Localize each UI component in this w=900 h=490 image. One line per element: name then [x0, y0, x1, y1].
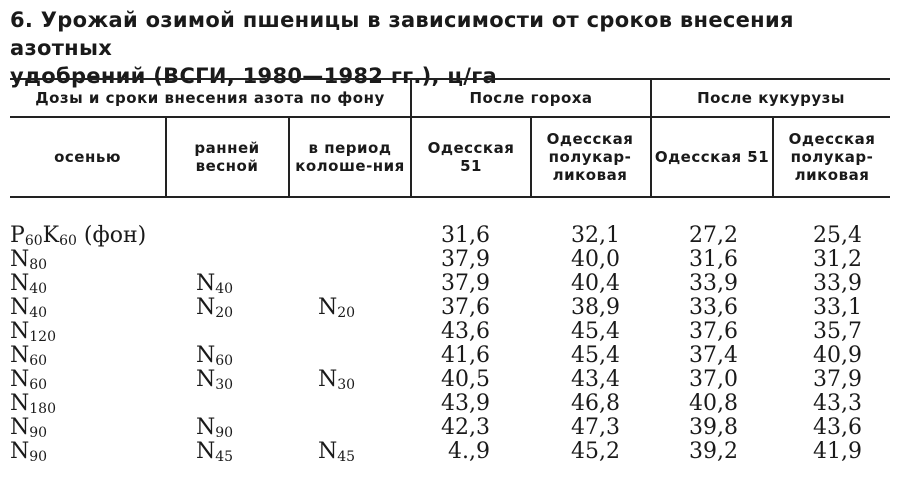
- yield-od51-corn: 27,2: [689, 223, 738, 248]
- yield-odsemi-corn: 33,1: [813, 295, 862, 320]
- yield-od51-corn: 40,8: [689, 391, 738, 416]
- table-row: [0, 224, 900, 248]
- autumn-dose: $N_{180}$: [10, 391, 56, 417]
- table-row: [0, 320, 900, 344]
- table-row: [0, 440, 900, 464]
- header-group-rule: [10, 116, 410, 118]
- yield-od51-peas: 37,6: [441, 295, 490, 320]
- yield-od51-peas: 40,5: [441, 367, 490, 392]
- yield-od51-peas: 37,9: [441, 271, 490, 296]
- spring-dose: $N_{90}$: [196, 415, 234, 441]
- table-row: [0, 296, 900, 320]
- yield-odsemi-peas: 32,1: [571, 223, 620, 248]
- yield-od51-peas: 42,3: [441, 415, 490, 440]
- header-doses: Дозы и сроки внесения азота по фону: [35, 89, 385, 107]
- col-divider: [165, 118, 167, 196]
- title-line-1: 6. Урожай озимой пшеницы в зависимости от сроков внесения азотных: [10, 8, 794, 60]
- header-early-spring: ранней весной: [194, 139, 260, 175]
- autumn-dose: $N_{40}$: [10, 271, 48, 297]
- yield-odsemi-corn: 43,3: [813, 391, 862, 416]
- spring-dose: $N_{60}$: [196, 343, 234, 369]
- yield-odsemi-peas: 38,9: [571, 295, 620, 320]
- header-heading-period: в период колоше-ния: [295, 139, 405, 175]
- heading-dose: $N_{30}$: [318, 367, 356, 393]
- yield-od51-corn: 33,6: [689, 295, 738, 320]
- yield-odsemi-corn: 35,7: [813, 319, 862, 344]
- yield-odsemi-corn: 33,9: [813, 271, 862, 296]
- table-row: [0, 368, 900, 392]
- autumn-dose: $N_{90}$: [10, 439, 48, 465]
- header-odessa51-corn: Одесская 51: [654, 148, 770, 166]
- yield-odsemi-peas: 45,2: [571, 439, 620, 464]
- title-line-2: удобрений (ВСГИ, 1980—1982 гг.), ц/га: [10, 64, 498, 88]
- yield-od51-corn: 37,4: [689, 343, 738, 368]
- yield-od51-peas: 31,6: [441, 223, 490, 248]
- table-row: [0, 416, 900, 440]
- yield-od51-peas: 4.,9: [448, 439, 490, 464]
- yield-odsemi-peas: 40,4: [571, 271, 620, 296]
- yield-od51-peas: 43,9: [441, 391, 490, 416]
- yield-odsemi-peas: 45,4: [571, 343, 620, 368]
- autumn-dose: $N_{80}$: [10, 247, 48, 273]
- header-odessa-semi-corn: Одесская полукар-ликовая: [788, 130, 876, 184]
- yield-odsemi-peas: 45,4: [571, 319, 620, 344]
- yield-od51-corn: 39,2: [689, 439, 738, 464]
- spring-dose: $N_{45}$: [196, 439, 234, 465]
- header-odessa-semi-peas: Одесская полукар-ликовая: [546, 130, 634, 184]
- autumn-dose: $N_{60}$: [10, 343, 48, 369]
- yield-odsemi-corn: 25,4: [813, 223, 862, 248]
- yield-od51-corn: 37,6: [689, 319, 738, 344]
- yield-od51-peas: 43,6: [441, 319, 490, 344]
- yield-odsemi-corn: 37,9: [813, 367, 862, 392]
- spring-dose: $N_{40}$: [196, 271, 234, 297]
- table-row: [0, 248, 900, 272]
- yield-odsemi-peas: 40,0: [571, 247, 620, 272]
- yield-odsemi-corn: 40,9: [813, 343, 862, 368]
- header-autumn: осенью: [54, 148, 121, 166]
- yield-od51-corn: 37,0: [689, 367, 738, 392]
- yield-odsemi-peas: 43,4: [571, 367, 620, 392]
- yield-od51-peas: 41,6: [441, 343, 490, 368]
- yield-od51-corn: 33,9: [689, 271, 738, 296]
- header-after-corn: После кукурузы: [697, 89, 845, 107]
- table-row: [0, 392, 900, 416]
- yield-odsemi-corn: 41,9: [813, 439, 862, 464]
- col-divider: [288, 118, 290, 196]
- yield-odsemi-corn: 43,6: [813, 415, 862, 440]
- yield-od51-corn: 39,8: [689, 415, 738, 440]
- autumn-dose: $N_{40}$: [10, 295, 48, 321]
- autumn-dose: $P_{60}K_{60}$ (фон): [10, 223, 147, 249]
- header-odessa51-peas: Одесская 51: [427, 139, 515, 175]
- yield-odsemi-corn: 31,2: [813, 247, 862, 272]
- autumn-dose: $N_{120}$: [10, 319, 56, 345]
- table-row: [0, 344, 900, 368]
- header-after-peas: После гороха: [469, 89, 593, 107]
- spring-dose: $N_{20}$: [196, 295, 234, 321]
- yield-od51-peas: 37,9: [441, 247, 490, 272]
- spring-dose: $N_{30}$: [196, 367, 234, 393]
- autumn-dose: $N_{60}$: [10, 367, 48, 393]
- top-rule: [10, 78, 890, 80]
- yield-odsemi-peas: 46,8: [571, 391, 620, 416]
- yield-odsemi-peas: 47,3: [571, 415, 620, 440]
- autumn-dose: $N_{90}$: [10, 415, 48, 441]
- heading-dose: $N_{20}$: [318, 295, 356, 321]
- table-row: [0, 272, 900, 296]
- header-bottom-rule: [10, 196, 890, 198]
- yield-od51-corn: 31,6: [689, 247, 738, 272]
- heading-dose: $N_{45}$: [318, 439, 356, 465]
